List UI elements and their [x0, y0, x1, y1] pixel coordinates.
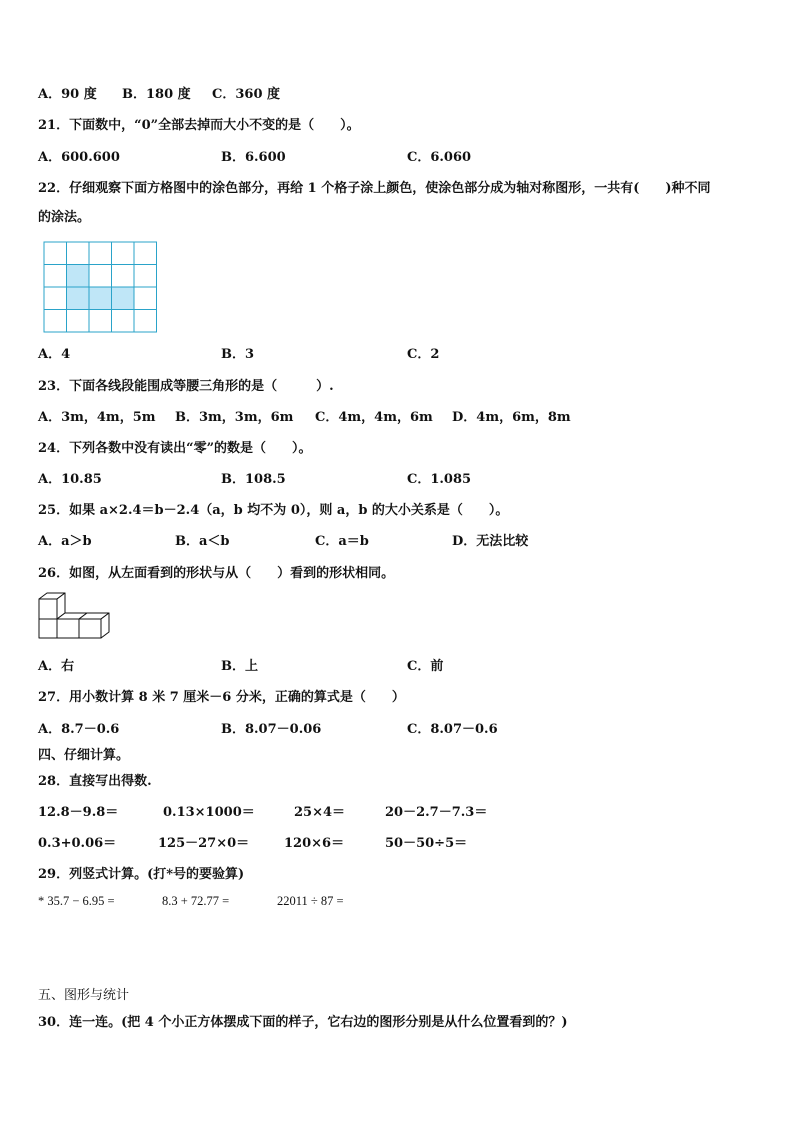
q28-stem: 28．直接写出得数.	[38, 774, 152, 789]
grid-cell-shaded	[67, 287, 90, 310]
q24-option-c: C．1.085	[407, 472, 472, 487]
section-4-title: 四、仔细计算。	[38, 748, 130, 763]
q24-stem: 24．下列各数中没有读出“零”的数是（ ）。	[38, 441, 312, 456]
grid-cell	[89, 310, 112, 333]
grid-cell	[44, 265, 67, 288]
grid-cell	[112, 265, 135, 288]
q21-option-a: A．600.600	[38, 150, 120, 165]
q22-stem-line2: 的涂法。	[38, 210, 91, 225]
q24-option-b: B．108.5	[221, 472, 286, 487]
q27-option-c: C．8.07－0.6	[407, 722, 498, 737]
grid-cell	[44, 310, 67, 333]
q26-option-a: A．右	[38, 659, 75, 674]
q23-option-d: D．4m，6m，8m	[452, 410, 571, 425]
grid-cell	[134, 287, 157, 310]
q26-stem: 26．如图，从左面看到的形状与从（ ）看到的形状相同。	[38, 566, 395, 581]
q26-option-b: B．上	[221, 659, 258, 674]
q22-option-a: A．4	[38, 347, 71, 362]
q22-stem-line1: 22．仔细观察下面方格图中的涂色部分，再给 1 个格子涂上颜色，使涂色部分成为轴对称图形，一共有( )种不同	[38, 181, 711, 196]
q30-stem: 30．连一连。(把 4 个小正方体摆成下面的样子，它右边的图形分别是从什么位置看到的？)	[38, 1015, 568, 1030]
section-5-title: 五、图形与统计	[38, 988, 130, 1003]
q28-r2-c1: 0.3+0.06＝	[38, 836, 117, 851]
q28-r2-c4: 50－50÷5＝	[385, 836, 468, 851]
q25-option-c: C．a＝b	[315, 534, 369, 549]
q27-option-a: A．8.7－0.6	[38, 722, 120, 737]
grid-cell	[44, 287, 67, 310]
q28-r1-c1: 12.8－9.8＝	[38, 805, 119, 820]
q28-r1-c4: 20－2.7－7.3＝	[385, 805, 488, 820]
q22-option-b: B．3	[221, 347, 255, 362]
grid-cell	[112, 310, 135, 333]
q23-stem: 23．下面各线段能围成等腰三角形的是（ ）.	[38, 379, 334, 394]
q23-option-a: A．3m，4m，5m	[38, 410, 156, 425]
q20-option-b: B．180 度	[122, 87, 191, 102]
q27-option-b: B．8.07－0.06	[221, 722, 322, 737]
grid-cell-shaded	[112, 287, 135, 310]
q20-option-c: C．360 度	[212, 87, 281, 102]
q28-r2-c2: 125－27×0＝	[158, 836, 250, 851]
q20-option-a: A．90 度	[38, 87, 97, 102]
q28-r2-c3: 120×6＝	[284, 836, 345, 851]
q25-stem: 25．如果 a×2.4＝b－2.4（a，b 均不为 0），则 a，b 的大小关系是（ ）。	[38, 503, 509, 518]
grid-cell	[112, 242, 135, 265]
grid-cell	[134, 310, 157, 333]
q23-option-c: C．4m，4m，6m	[315, 410, 433, 425]
grid-cell-shaded	[89, 287, 112, 310]
q29-item-2: 8.3 + 72.77 =	[162, 894, 230, 908]
grid-cell	[67, 310, 90, 333]
grid-cell	[89, 242, 112, 265]
cube-stack-figure	[37, 591, 115, 641]
grid-cell	[134, 242, 157, 265]
grid-cell	[89, 265, 112, 288]
q29-stem: 29．列竖式计算。(打*号的要验算)	[38, 867, 245, 882]
q28-r1-c2: 0.13×1000＝	[163, 805, 255, 820]
q29-item-1: * 35.7 − 6.95 =	[38, 894, 115, 908]
q26-option-c: C．前	[407, 659, 444, 674]
q25-option-d: D．无法比较	[452, 534, 529, 549]
q29-item-3: 22011 ÷ 87 =	[277, 894, 344, 908]
q25-option-b: B．a＜b	[175, 534, 230, 549]
q28-r1-c3: 25×4＝	[294, 805, 346, 820]
q25-option-a: A．a＞b	[38, 534, 92, 549]
q21-stem: 21．下面数中，“0”全部去掉而大小不变的是（ ）。	[38, 118, 360, 133]
grid-cell	[67, 242, 90, 265]
q22-option-c: C．2	[407, 347, 440, 362]
grid-cell	[44, 242, 67, 265]
q23-option-b: B．3m，3m，6m	[175, 410, 294, 425]
q21-option-c: C．6.060	[407, 150, 472, 165]
grid-cell-shaded	[67, 265, 90, 288]
q21-option-b: B．6.600	[221, 150, 286, 165]
q24-option-a: A．10.85	[38, 472, 102, 487]
grid-cell	[134, 265, 157, 288]
shaded-grid-figure	[43, 241, 158, 333]
q27-stem: 27．用小数计算 8 米 7 厘米－6 分米，正确的算式是（ ）	[38, 690, 405, 705]
